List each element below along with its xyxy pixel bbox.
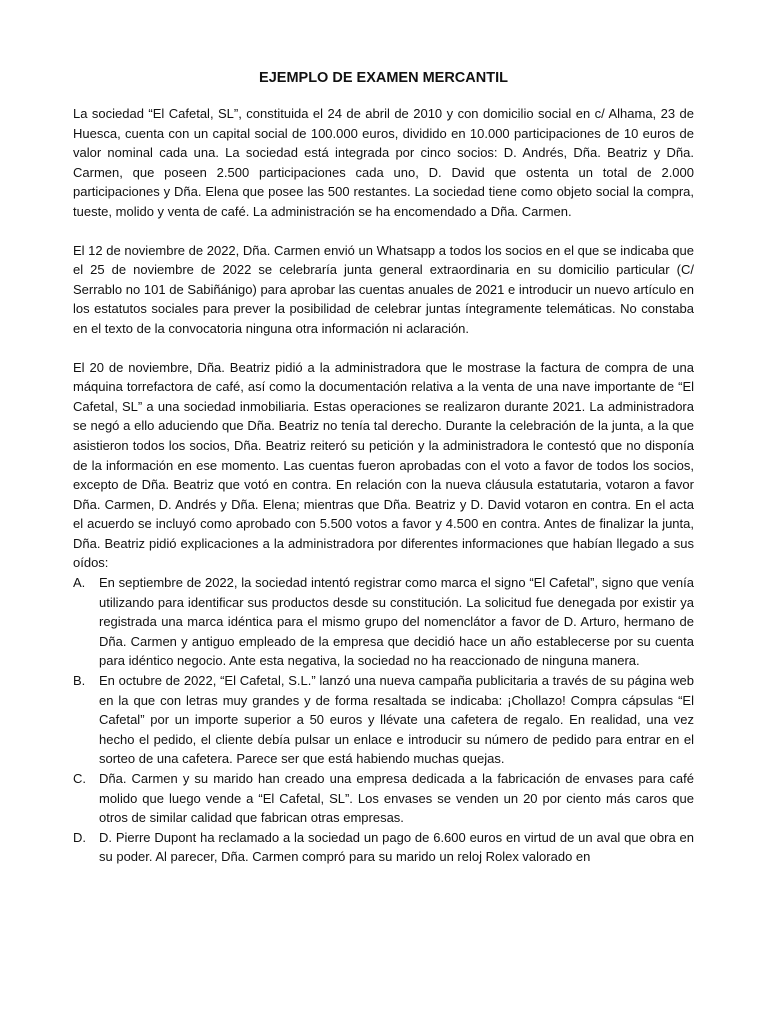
list-item-text: En septiembre de 2022, la sociedad intentó registrar como marca el signo “El Cafetal”, signo que venía utilizando para identificar sus productos desde su constitución. La solicitud fue denegada por existir ya registrada una marca idéntica para el mismo grupo del nomenclátor a favor de D. Arturo, hermano de Dña. Carmen y antiguo empleado de la empresa que decidió hace un año establecerse por su cuenta para idéntico negocio. Ante esta negativa, la sociedad no ha reaccionado de ninguna manera. xyxy=(99,575,694,669)
list-marker: D. xyxy=(73,829,86,845)
list-marker: A. xyxy=(73,575,86,591)
list-item-text: D. Pierre Dupont ha reclamado a la sociedad un pago de 6.600 euros en virtud de un aval que obra en su poder. Al parecer, Dña. Carmen compró para su marido un reloj Rolex valorado en xyxy=(99,829,694,865)
list-marker: C. xyxy=(73,771,86,786)
list-item-text: En octubre de 2022, “El Cafetal, S.L.” lanzó una nueva campaña publicitaria a través de su página web en la que con letras muy grandes y de forma resaltada se indicaba: ¡Chollazo! Compra cápsulas “El Cafetal” por un importe superior a 50 euros y llévate una cafetera de regalo. En realidad, una vez hecho el pedido, el cliente debía pulsar un enlace e introducir su número de pedido para entrar en el sorteo de una cafetera. Parece ser que está habiendo muchas quejas. xyxy=(99,673,694,767)
paragraph-company-description: La sociedad “El Cafetal, SL”, constituida el 24 de abril de 2010 y con domicilio social en c/ Alhama, 23 de Huesca, cuenta con un capital social de 100.000 euros, dividido en 10.000 participaciones de 10 euros de valor nominal cada una. La sociedad está integrada por cinco socios: D. Andrés, Dña. Beatriz y Dña. Carmen, que poseen 2.500 participaciones cada uno, D. David que ostenta un total de 2.000 participaciones y Dña. Elena que posee las 500 restantes. La sociedad tiene como objeto social la compra, tueste, molido y venta de café. La administración se ha encomendado a Dña. Carmen. xyxy=(73,106,694,219)
list-marker: B. xyxy=(73,673,86,689)
list-item xyxy=(73,573,694,671)
document-page xyxy=(73,68,694,867)
paragraph-meeting-notice: El 12 de noviembre de 2022, Dña. Carmen envió un Whatsapp a todos los socios en el que se indicaba que el 25 de noviembre de 2022 se celebraría junta general extraordinaria en su domicilio particular (C/ Serrablo no 101 de Sabiñánigo) para aprobar las cuentas anuales de 2021 e introducir un nuevo artículo en los estatutos sociales para prever la posibilidad de celebrar juntas íntegramente telemáticas. No constaba en el texto de la convocatoria ninguna otra información ni aclaración. xyxy=(73,242,694,336)
list-item-text: Dña. Carmen y su marido han creado una empresa dedicada a la fabricación de envases para café molido que luego vende a “El Cafetal, SL”. Los envases se venden un 20 por ciento más caros que otros de similar calidad que fabrican otras empresas. xyxy=(99,771,694,826)
list-item xyxy=(73,671,694,769)
explanations-list xyxy=(73,573,694,867)
paragraph-meeting-events: El 20 de noviembre, Dña. Beatriz pidió a la administradora que le mostrase la factura de compra de una máquina torrefactora de café, así como la documentación relativa a la venta de una nave importante de “El Cafetal, SL” a una sociedad inmobiliaria. Estas operaciones se realizaron durante 2021. La administradora se negó a ello aduciendo que Dña. Beatriz no tenía tal derecho. Durante la celebración de la junta, a la que asistieron todos los socios, Dña. Beatriz reiteró su petición y la administradora le contestó que no disponía de la información en ese momento. Las cuentas fueron aprobadas con el voto a favor de todos los socios, excepto de Dña. Beatriz que votó en contra. En relación con la nueva cláusula estatutaria, votaron a favor Dña. Carmen, D. Andrés y Dña. Elena; mientras que Dña. Beatriz y D. David votaron en contra. En el acta el acuerdo se incluyó como aprobado con 5.500 votos a favor y 4.500 en contra. Antes de finalizar la junta, Dña. Beatriz pidió explicaciones a la administradora por diferentes informaciones que habían llegado a sus oídos: xyxy=(73,359,694,571)
list-item xyxy=(73,769,694,828)
document-title: EJEMPLO DE EXAMEN MERCANTIL xyxy=(259,70,508,86)
list-item xyxy=(73,828,694,867)
